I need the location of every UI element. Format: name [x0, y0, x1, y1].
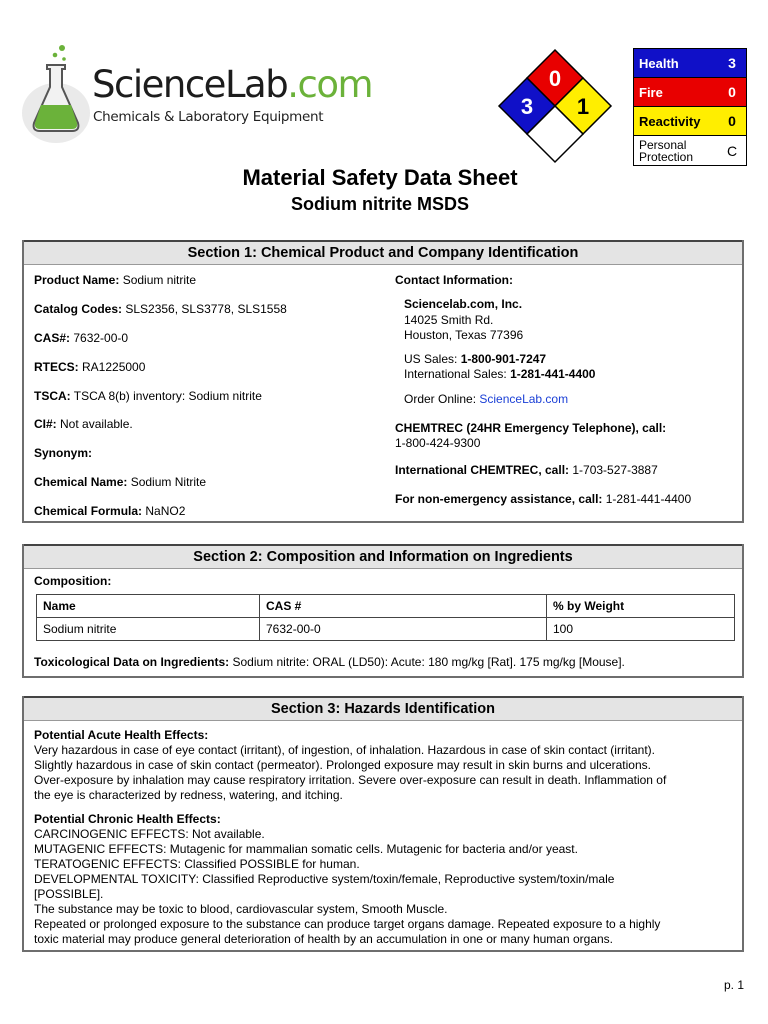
- product-name-label: Product Name:: [34, 273, 120, 287]
- contact-info-heading: Contact Information:: [395, 273, 513, 287]
- hmis-health-value: 3: [728, 55, 736, 71]
- section-3-hazards: [22, 696, 744, 952]
- acute-line: Very hazardous in case of eye contact (irritant), of ingestion, of inhalation. Hazardous in case of skin contact (irritant).: [34, 743, 655, 757]
- logo-name-com: .com: [287, 63, 373, 106]
- section-1-heading: Section 1: Chemical Product and Company Identification: [24, 240, 742, 265]
- acute-effects-block: [34, 728, 734, 803]
- chronic-line: DEVELOPMENTAL TOXICITY: Classified Reproductive system/toxin/female, Reproductive system/toxin/male: [34, 872, 615, 886]
- chemical-name-value: Sodium Nitrite: [127, 475, 207, 489]
- us-sales-number: 1-800-901-7247: [460, 352, 547, 366]
- us-sales-line: [404, 352, 546, 366]
- catalog-codes-field: [34, 302, 287, 316]
- acute-effects-label: Potential Acute Health Effects:: [34, 728, 209, 742]
- ci-field: [34, 417, 133, 431]
- chronic-line: Repeated or prolonged exposure to the substance can produce target organs damage. Repeated exposure to a highly: [34, 917, 661, 931]
- chronic-line: TERATOGENIC EFFECTS: Classified POSSIBLE for human.: [34, 857, 360, 871]
- tsca-value: TSCA 8(b) inventory: Sodium nitrite: [70, 389, 262, 403]
- chemtrec-label: CHEMTREC (24HR Emergency Telephone), call:: [395, 421, 667, 435]
- non-emergency-line: [395, 492, 691, 506]
- chemical-formula-field: [34, 504, 185, 518]
- cas-field: [34, 331, 128, 345]
- company-address-line1: 14025 Smith Rd.: [404, 313, 494, 327]
- hmis-reactivity-label: Reactivity: [639, 113, 701, 129]
- chronic-effects-label: Potential Chronic Health Effects:: [34, 812, 221, 826]
- cell-weight: 100: [547, 618, 735, 641]
- composition-table: [36, 594, 735, 641]
- flask-icon: [20, 45, 92, 145]
- company-address-line2: Houston, Texas 77396: [404, 328, 524, 342]
- intl-chemtrec-label: International CHEMTREC, call:: [395, 463, 570, 477]
- hmis-fire-label: Fire: [639, 84, 663, 100]
- hmis-protection-label: [634, 139, 718, 163]
- composition-header-row: [37, 595, 735, 618]
- intl-sales-number: 1-281-441-4400: [510, 367, 596, 381]
- hmis-protection-label-line2: Protection: [639, 149, 694, 164]
- us-sales-label: US Sales:: [404, 352, 461, 366]
- chronic-line: MUTAGENIC EFFECTS: Mutagenic for mammalian somatic cells. Mutagenic for bacteria and/or yeast.: [34, 842, 578, 856]
- rtecs-label: RTECS:: [34, 360, 79, 374]
- tsca-label: TSCA:: [34, 389, 71, 403]
- hmis-rating-table: [633, 48, 747, 166]
- chronic-effects-block: [34, 812, 734, 947]
- chemtrec-number: 1-800-424-9300: [395, 436, 481, 450]
- intl-sales-label: International Sales:: [404, 367, 511, 381]
- intl-chemtrec-number: 1-703-527-3887: [569, 463, 658, 477]
- logo-tagline: Chemicals & Laboratory Equipment: [93, 109, 324, 125]
- acute-line: Over-exposure by inhalation may cause respiratory irritation. Severe over-exposure can result in death. Inflammation of: [34, 773, 667, 787]
- nfpa-health-value: 3: [520, 94, 534, 119]
- rtecs-field: [34, 360, 145, 374]
- order-online-label: Order Online:: [404, 392, 480, 406]
- cell-name: Sodium nitrite: [37, 618, 260, 641]
- chemical-formula-label: Chemical Formula:: [34, 504, 143, 518]
- intl-chemtrec-line: [395, 463, 658, 477]
- column-header-cas: CAS #: [260, 595, 547, 618]
- hmis-health-row: [634, 49, 746, 78]
- column-header-name: Name: [37, 595, 260, 618]
- toxicological-data-text: Sodium nitrite: ORAL (LD50): Acute: 180 mg/kg [Rat]. 175 mg/kg [Mouse].: [229, 655, 625, 669]
- chronic-line: The substance may be toxic to blood, cardiovascular system, Smooth Muscle.: [34, 902, 448, 916]
- product-name-value: Sodium nitrite: [119, 273, 197, 287]
- ci-label: CI#:: [34, 417, 57, 431]
- non-emergency-label: For non-emergency assistance, call:: [395, 492, 603, 506]
- synonym-label: Synonym:: [34, 446, 93, 460]
- non-emergency-number: 1-281-441-4400: [602, 492, 692, 506]
- page-number: p. 1: [723, 978, 744, 992]
- logo-wordmark: [92, 65, 372, 105]
- logo-name-science: Science: [92, 63, 225, 106]
- composition-label: Composition:: [34, 574, 112, 588]
- hmis-reactivity-value: 0: [728, 113, 736, 129]
- hmis-fire-row: [634, 78, 746, 107]
- nfpa-reactivity-value: 1: [576, 94, 590, 119]
- catalog-codes-value: SLS2356, SLS3778, SLS1558: [122, 302, 287, 316]
- chemical-name-field: [34, 475, 206, 489]
- acute-line: the eye is characterized by redness, watering, and itching.: [34, 788, 343, 802]
- chemical-name-label: Chemical Name:: [34, 475, 128, 489]
- sciencelab-link[interactable]: ScienceLab.com: [479, 392, 569, 406]
- hmis-protection-label-line1: Personal: [639, 137, 687, 152]
- hmis-reactivity-row: [634, 107, 746, 136]
- nfpa-diamond: [497, 48, 613, 164]
- sciencelab-logo: [20, 45, 373, 145]
- nfpa-fire-value: 0: [548, 66, 562, 91]
- chemical-formula-value: NaNO2: [142, 504, 186, 518]
- rtecs-value: RA1225000: [78, 360, 146, 374]
- tsca-field: [34, 389, 262, 403]
- product-name-field: [34, 273, 196, 287]
- hmis-fire-value: 0: [728, 84, 736, 100]
- toxicological-data-label: Toxicological Data on Ingredients:: [34, 655, 230, 669]
- synonym-field: [34, 446, 92, 460]
- cas-value: 7632-00-0: [70, 331, 129, 345]
- hmis-health-label: Health: [639, 55, 679, 71]
- catalog-codes-label: Catalog Codes:: [34, 302, 123, 316]
- hmis-protection-value: C: [726, 142, 738, 159]
- hmis-protection-row: [634, 136, 746, 165]
- chronic-line: toxic material may produce general deterioration of health by an accumulation in one or many human organs.: [34, 932, 613, 946]
- toxicological-data-line: [34, 655, 625, 669]
- cell-cas: 7632-00-0: [260, 618, 547, 641]
- section-3-heading: Section 3: Hazards Identification: [24, 696, 742, 721]
- order-online-line: [404, 392, 568, 406]
- acute-line: Slightly hazardous in case of skin contact (permeator). Prolonged exposure may result in skin burns and ulcerations.: [34, 758, 651, 772]
- cas-label: CAS#:: [34, 331, 71, 345]
- section-2-composition: [22, 544, 744, 678]
- section-2-heading: Section 2: Composition and Information on Ingredients: [24, 544, 742, 569]
- chronic-line: CARCINOGENIC EFFECTS: Not available.: [34, 827, 265, 841]
- ci-value: Not available.: [56, 417, 133, 431]
- intl-sales-line: [404, 367, 595, 381]
- table-row: [37, 618, 735, 641]
- document-subtitle: Sodium nitrite MSDS: [290, 194, 469, 214]
- chronic-line: [POSSIBLE].: [34, 887, 104, 901]
- column-header-weight: % by Weight: [547, 595, 735, 618]
- company-name: Sciencelab.com, Inc.: [404, 297, 523, 311]
- section-1-identification: [22, 240, 744, 523]
- document-title: Material Safety Data Sheet: [242, 165, 518, 190]
- logo-name-lab: Lab: [224, 63, 288, 106]
